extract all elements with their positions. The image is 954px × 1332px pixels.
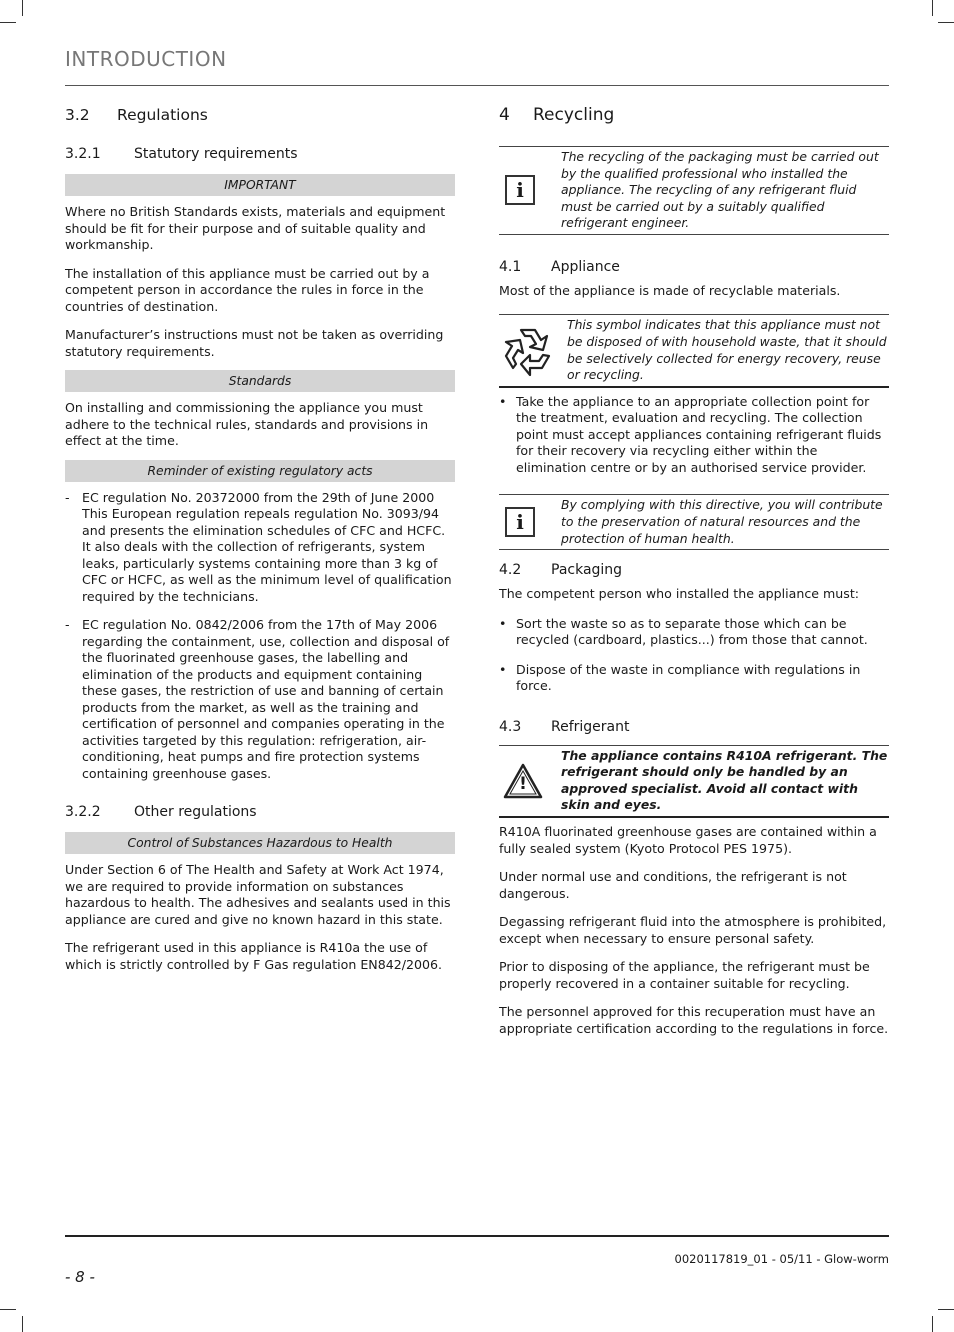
section-number: 4.2 (499, 562, 522, 579)
section-number: 3.2.2 (65, 804, 101, 820)
paragraph: On installing and commissioning the appliance you must adhere to the technical rules, standards and provisions in effect at the time. (65, 400, 429, 448)
list-item-text: Dispose of the waste in compliance with regulations in force. (516, 661, 861, 694)
note-text: The recycling of the packaging must be carried out by the qualified professional who installed the appliance. The recycling of any refrigerant fluid must be carried out by a suitably qualified refrigerant engineer. (561, 149, 879, 231)
page-number: - 8 - (65, 1268, 95, 1286)
section-title: Regulations (117, 106, 208, 124)
header-rule (65, 85, 889, 86)
section-number: 3.2.1 (65, 146, 101, 162)
section-heading-3-2 (65, 100, 455, 130)
note-text: The appliance contains R410A refrigerant. The refrigerant should only be handled by an approved specialist. Avoid all contact with skin and eyes. (561, 747, 888, 813)
note-text: By complying with this directive, you will contribute to the preservation of natural resources and the protection of human health. (561, 497, 883, 546)
crop-mark (938, 1309, 954, 1310)
list-item (499, 616, 889, 649)
paragraph: The installation of this appliance must be carried out by a competent person in accordance the rules in force in the countries of destination. (65, 265, 430, 314)
paragraph: Most of the appliance is made of recyclable materials. (499, 282, 841, 298)
paragraph: Under normal use and conditions, the refrigerant is not dangerous. (499, 869, 847, 901)
section-title: Appliance (551, 258, 620, 275)
section-title: Other regulations (134, 804, 257, 820)
warning-glyph: ! (519, 773, 527, 794)
section-title: Recycling (533, 105, 615, 125)
crop-mark (0, 1309, 16, 1310)
paragraph: Under Section 6 of The Health and Safety at Work Act 1974, we are required to provide information on substances hazardous to health. The adhesives and sealants used in this appliance are cured and give no known hazard in this state. (65, 862, 451, 927)
left-column (65, 100, 455, 973)
info-icon-wrap (499, 149, 561, 232)
recycle-icon-wrap (499, 317, 567, 383)
section-heading-4-3 (499, 713, 889, 741)
section-number: 4.3 (499, 718, 522, 735)
paragraph: Manufacturer’s instructions must not be taken as overriding statutory requirements. (65, 327, 444, 359)
list-item (65, 490, 455, 606)
bullet-marker: • (499, 661, 507, 677)
standards-band: Standards (65, 370, 455, 392)
list-item-text: EC regulation No. 0842/2006 from the 17th of May 2006 regarding the containment, use, collection and disposal of the fluorinated greenhouse gases, the labelling and elimination of the products and equipment containing these gases, the restriction of use and banning of certain products from the market, as well as the training and certification of personnel and companies operating in the activities targeted by this regulation: refrigeration, air-conditioning, heat pumps and fire protection systems containing greenhouse gases. (82, 617, 450, 781)
section-title: Refrigerant (551, 718, 630, 735)
info-note (499, 494, 889, 550)
section-number: 4.1 (499, 258, 522, 275)
section-heading-3-2-2 (65, 798, 455, 826)
bullet-marker: • (499, 615, 507, 631)
note-text: This symbol indicates that this appliance must not be disposed of with household waste, that it should be selectively collected for energy recovery, reuse or recycling. (567, 317, 887, 383)
crop-mark (932, 1316, 933, 1332)
warning-icon-wrap (499, 748, 561, 814)
paragraph: The competent person who installed the appliance must: (499, 586, 860, 602)
paragraph: Where no British Standards exists, materials and equipment should be fit for their purpose and of suitable quality and workmanship. (65, 204, 446, 252)
bullet-marker: • (499, 393, 507, 409)
section-heading-3-2-1 (65, 140, 455, 168)
footer-rule (65, 1235, 889, 1237)
section-title: Packaging (551, 562, 623, 579)
page-title: INTRODUCTION (65, 47, 227, 71)
paragraph: The refrigerant used in this appliance is R410a the use of which is strictly controlled by F Gas regulation EN842/2006. (65, 940, 443, 972)
right-column (499, 100, 889, 1037)
recycle-icon (499, 322, 557, 380)
info-icon-wrap (499, 497, 561, 547)
paragraph: R410A fluorinated greenhouse gases are contained within a fully sealed system (Kyoto Protocol PES 1975). (499, 824, 877, 856)
warning-icon (503, 763, 543, 799)
section-number: 4 (499, 105, 510, 125)
section-number: 3.2 (65, 106, 90, 124)
warning-note (499, 745, 889, 818)
important-band: IMPORTANT (65, 174, 455, 196)
crop-mark (22, 0, 23, 16)
list-item (499, 662, 889, 695)
paragraph: Degassing refrigerant fluid into the atmosphere is prohibited, except when necessary to ensure personal safety. (499, 914, 887, 946)
recycle-note (499, 314, 889, 387)
dash-marker: - (65, 617, 70, 632)
section-heading-4-1 (499, 253, 889, 281)
section-title: Statutory requirements (134, 146, 298, 162)
paragraph: Prior to disposing of the appliance, the refrigerant must be properly recovered in a container suitable for recycling. (499, 959, 870, 991)
crop-mark (22, 1316, 23, 1332)
document-reference: 0020117819_01 - 05/11 - Glow-worm (674, 1252, 889, 1266)
section-heading-4-2 (499, 556, 889, 584)
info-note (499, 146, 889, 235)
crop-mark (938, 22, 954, 23)
crop-mark (0, 22, 16, 23)
list-item (65, 617, 455, 782)
reminder-band: Reminder of existing regulatory acts (65, 460, 455, 482)
dash-marker: - (65, 489, 70, 505)
coshh-band: Control of Substances Hazardous to Health (65, 832, 455, 854)
list-item-text: Sort the waste so as to separate those which can be recycled (cardboard, plastics...) from those that cannot. (516, 615, 868, 648)
list-item (499, 394, 889, 477)
paragraph: The personnel approved for this recuperation must have an appropriate certification according to the regulations in force. (499, 1004, 889, 1036)
crop-mark (932, 0, 933, 16)
info-icon: i (505, 507, 535, 537)
section-heading-4 (499, 100, 889, 130)
list-item-text: EC regulation No. 20372000 from the 29th of June 2000 This European regulation repeals regulation No. 3093/94 and presents the elimination schedules of CFC and HCFC. It also deals with the collection of refrigerants, system leaks, particularly systems containing more than 3 kg of CFC or HCFC, as well as the minimum level of qualification required by the technicians. (82, 489, 452, 604)
list-item-text: Take the appliance to an appropriate collection point for the treatment, evaluation and recycling. The collection point must accept appliances containing refrigerant fluids for their recovery via recycling either within the elimination centre or by an authorised service provider. (516, 393, 882, 475)
info-icon: i (505, 175, 535, 205)
